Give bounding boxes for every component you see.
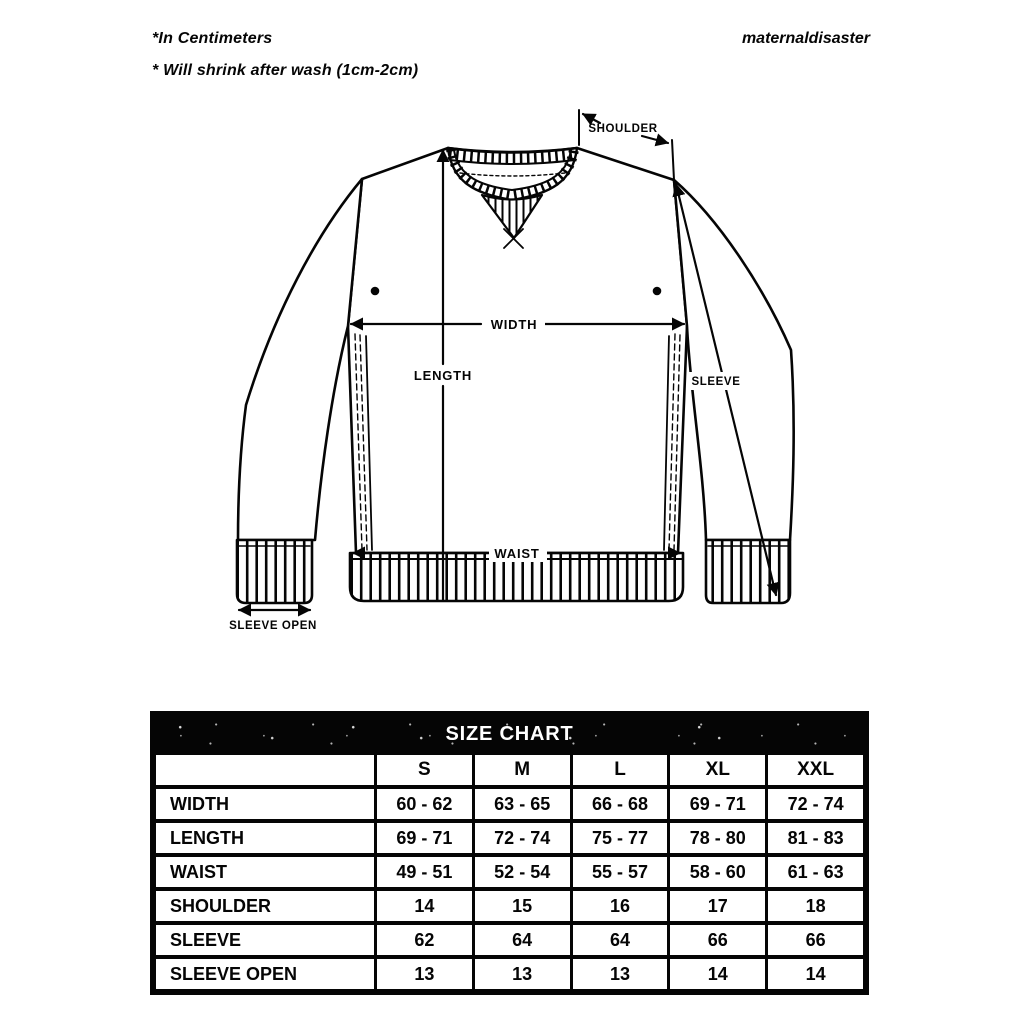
row-label-shoulder: SHOULDER [156, 891, 374, 921]
cell-sleeve-xl: 66 [670, 925, 765, 955]
cell-shoulder-l: 16 [573, 891, 668, 921]
cell-waist-xl: 58 - 60 [670, 857, 765, 887]
row-label-sleeve: SLEEVE [156, 925, 374, 955]
right-chest-dot [653, 287, 662, 296]
left-cuff-rib [237, 540, 312, 603]
note-units: *In Centimeters [152, 30, 273, 47]
cell-waist-l: 55 - 57 [573, 857, 668, 887]
diagram-label-waist: WAIST [494, 546, 540, 561]
cell-width-s: 60 - 62 [377, 789, 472, 819]
cell-sleeve-open-m: 13 [475, 959, 570, 989]
diagram-label-width: WIDTH [490, 317, 538, 332]
note-shrink: * Will shrink after wash (1cm-2cm) [152, 62, 419, 79]
cell-width-xxl: 72 - 74 [768, 789, 863, 819]
cell-length-xl: 78 - 80 [670, 823, 765, 853]
cell-shoulder-s: 14 [377, 891, 472, 921]
cell-width-xl: 69 - 71 [670, 789, 765, 819]
cell-sleeve-s: 62 [377, 925, 472, 955]
col-header-s: S [377, 755, 472, 785]
diagram-label-sleeve: SLEEVE [691, 376, 741, 388]
size-chart-table [150, 711, 869, 995]
right-sleeve [674, 180, 794, 540]
row-label-length: LENGTH [156, 823, 374, 853]
diagram-label-length: LENGTH [413, 368, 473, 383]
diagram-label-sleeve-open: SLEEVE OPEN [229, 620, 317, 632]
cell-waist-s: 49 - 51 [377, 857, 472, 887]
diagram-label-shoulder: SHOULDER [588, 123, 658, 135]
cell-sleeve-m: 64 [475, 925, 570, 955]
col-header-l: L [573, 755, 668, 785]
cell-sleeve-l: 64 [573, 925, 668, 955]
cell-sleeve-open-l: 13 [573, 959, 668, 989]
row-label-width: WIDTH [156, 789, 374, 819]
size-chart-title: SIZE CHART [156, 717, 863, 751]
cell-length-l: 75 - 77 [573, 823, 668, 853]
row-label-waist: WAIST [156, 857, 374, 887]
cell-sleeve-open-s: 13 [377, 959, 472, 989]
corner-cell [156, 755, 374, 785]
sweatshirt-diagram [100, 90, 924, 650]
cell-waist-m: 52 - 54 [475, 857, 570, 887]
cell-sleeve-xxl: 66 [768, 925, 863, 955]
cell-waist-xxl: 61 - 63 [768, 857, 863, 887]
cell-width-l: 66 - 68 [573, 789, 668, 819]
col-header-xl: XL [670, 755, 765, 785]
left-sleeve [238, 179, 362, 540]
cell-shoulder-m: 15 [475, 891, 570, 921]
left-chest-dot [371, 287, 380, 296]
brand-name: maternaldisaster [741, 30, 870, 47]
cell-width-m: 63 - 65 [475, 789, 570, 819]
col-header-xxl: XXL [768, 755, 863, 785]
cell-shoulder-xl: 17 [670, 891, 765, 921]
cell-length-s: 69 - 71 [377, 823, 472, 853]
cell-sleeve-open-xl: 14 [670, 959, 765, 989]
cell-sleeve-open-xxl: 14 [768, 959, 863, 989]
cell-shoulder-xxl: 18 [768, 891, 863, 921]
cell-length-xxl: 81 - 83 [768, 823, 863, 853]
row-label-sleeve-open: SLEEVE OPEN [156, 959, 374, 989]
cell-length-m: 72 - 74 [475, 823, 570, 853]
col-header-m: M [475, 755, 570, 785]
right-cuff-rib [706, 540, 790, 603]
